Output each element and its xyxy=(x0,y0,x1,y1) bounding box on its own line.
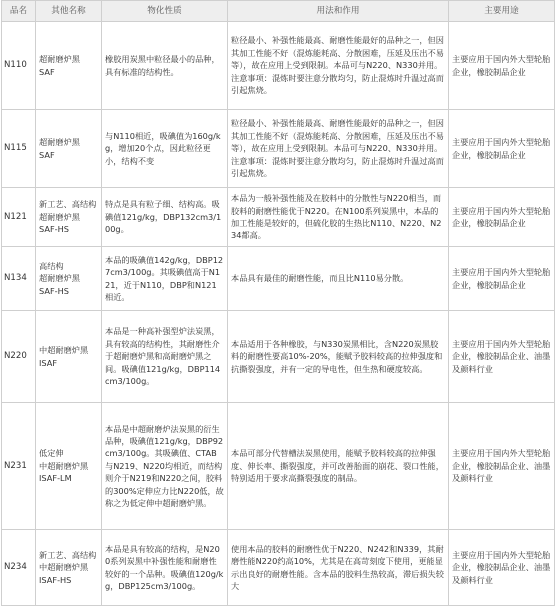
usage-cell: 粒径最小、补强性能最高、耐磨性能最好的品种之一，但因其加工性能不好（混炼能耗高、分散困难，压延及压出不易等），故在应用上受到限制。本品可与N220、N330并用。注意事项：混炼时要注意分散均匀，防止混炼时升温过高而引起焦烧。 xyxy=(228,22,449,110)
main-use-cell: 主要应用于国内外大型轮胎企业，橡胶制品企业 xyxy=(449,247,555,311)
grade-cell: N121 xyxy=(2,188,36,247)
table-row xyxy=(2,22,555,110)
main-use-cell: 主要应用于国内外大型轮胎企业，橡胶制品企业 xyxy=(449,188,555,247)
properties-cell: 本品的吸碘值142g/kg，DBP127cm3/100g。其吸碘值高于N121，近于N110，DBP和N121相近。 xyxy=(102,247,228,311)
properties-cell: 特点是具有粒子细、结构高。吸碘值121g/kg，DBP132cm3/100g。 xyxy=(102,188,228,247)
table-row xyxy=(2,530,555,606)
usage-cell: 本品可部分代替槽法炭黑使用，能赋予胶料较高的拉伸强度、伸长率、撕裂强度，并可改善胎面的崩花、裂口性能，特别适用于要求高撕裂强度的制品。 xyxy=(228,403,449,530)
usage-cell: 本品为一般补强性能及在胶料中的分散性与N220相当，而胶料的耐磨性能优于N220。在N100系列炭黑中，本品的加工性能是较好的，但硫化胶的生热比N110、N220、N234都高。 xyxy=(228,188,449,247)
other-name-cell: 高结构 超耐磨炉黑 SAF-HS xyxy=(36,247,102,311)
table-row xyxy=(2,311,555,403)
usage-cell: 粒径最小、补强性能最高、耐磨性能最好的品种之一，但因其加工性能不好（混炼能耗高、分散困难，压延及压出不易等），故在应用上受到限制。本品可与N220、N330并用。注意事项：混炼时要注意分散均匀，防止混炼时升温过高而引起焦烧。 xyxy=(228,110,449,188)
other-name-cell: 低定伸 中超耐磨炉黑 ISAF-LM xyxy=(36,403,102,530)
properties-cell: 本品是中超耐磨炉法炭黑的衍生品种，吸碘值121g/kg，DBP92cm3/100g。其吸碘值、CTAB与N219、N220均相近，而结构则介于N219和N220之间，胶料的300%定伸应力比N220低，故称之为低定伸中超耐磨炉黑。 xyxy=(102,403,228,530)
table-row xyxy=(2,110,555,188)
properties-cell: 与N110相近，吸碘值为160g/kg，增加20个点，因此粒径更小，结构不变 xyxy=(102,110,228,188)
grade-cell: N134 xyxy=(2,247,36,311)
main-use-cell: 主要应用于国内外大型轮胎企业，橡胶制品企业 xyxy=(449,22,555,110)
usage-cell: 使用本品的胶料的耐磨性优于N220、N242和N339，其耐磨性能N220约高10%，尤其是在高苛刻度下使用，更能显示出良好的耐磨性能。含本品的胶料生热较高，滞后损失较大 xyxy=(228,530,449,606)
grade-cell: N110 xyxy=(2,22,36,110)
usage-cell: 本品适用于各种橡胶，与N330炭黑相比，含N220炭黑胶料的耐磨性要高10%-20%，能赋予胶料较高的拉伸强度和抗撕裂强度，并有一定的导电性，但生热和硬度较高。 xyxy=(228,311,449,403)
header-grade: 品名 xyxy=(2,1,36,22)
table-row xyxy=(2,403,555,530)
properties-cell: 橡胶用炭黑中粒径最小的品种，具有标准的结构性。 xyxy=(102,22,228,110)
carbon-black-grade-table xyxy=(1,0,555,606)
usage-cell: 本品具有最佳的耐磨性能，而且比N110易分散。 xyxy=(228,247,449,311)
grade-cell: N220 xyxy=(2,311,36,403)
header-row xyxy=(2,1,555,22)
main-use-cell: 主要应用于国内外大型轮胎企业，橡胶制品企业、油墨及颜料行业 xyxy=(449,403,555,530)
header-other-names: 其他名称 xyxy=(36,1,102,22)
properties-cell: 本品是一种高补强型炉法炭黑，具有较高的结构性，其耐磨性介于超耐磨炉黑和高耐磨炉黑之间。吸碘值121g/kg，DBP114cm3/100g。 xyxy=(102,311,228,403)
header-main-uses: 主要用途 xyxy=(449,1,555,22)
other-name-cell: 新工艺、高结构 超耐磨炉黑 SAF-HS xyxy=(36,188,102,247)
grade-cell: N231 xyxy=(2,403,36,530)
table-row xyxy=(2,247,555,311)
grade-cell: N115 xyxy=(2,110,36,188)
header-usage: 用法和作用 xyxy=(228,1,449,22)
properties-cell: 本品是具有较高的结构，是N200系列炭黑中补强性能和耐磨性较好的一个品种。吸碘值120g/kg，DBP125cm3/100g。 xyxy=(102,530,228,606)
other-name-cell: 超耐磨炉黑 SAF xyxy=(36,22,102,110)
main-use-cell: 主要应用于国内外大型轮胎企业，橡胶制品企业 xyxy=(449,110,555,188)
main-use-cell: 主要应用于国内外大型轮胎企业，橡胶制品企业、油墨及颜料行业 xyxy=(449,530,555,606)
grade-cell: N234 xyxy=(2,530,36,606)
table-row xyxy=(2,188,555,247)
other-name-cell: 中超耐磨炉黑 ISAF xyxy=(36,311,102,403)
header-properties: 物化性质 xyxy=(102,1,228,22)
other-name-cell: 超耐磨炉黑 SAF xyxy=(36,110,102,188)
other-name-cell: 新工艺、高结构 中超耐磨炉黑 ISAF-HS xyxy=(36,530,102,606)
main-use-cell: 主要应用于国内外大型轮胎企业，橡胶制品企业、油墨及颜料行业 xyxy=(449,311,555,403)
